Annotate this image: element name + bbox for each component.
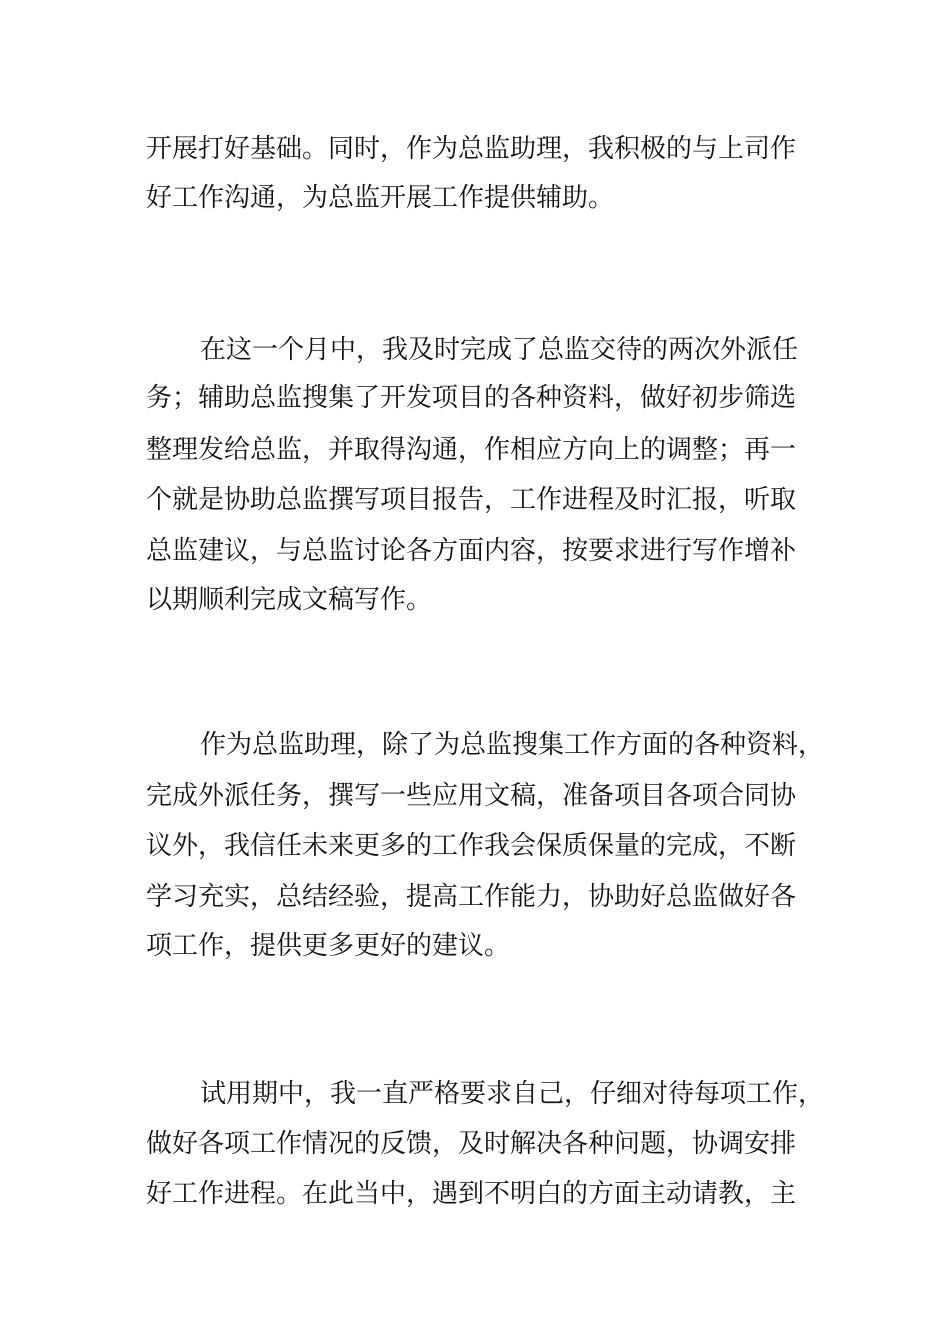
- text-line: 整理发给总监，并取得沟通，作相应方向上的调整；再一: [146, 435, 797, 465]
- text-line: 学习充实，总结经验，提高工作能力，协助好总监做好各: [146, 882, 797, 912]
- text-line: 议外，我信任未来更多的工作我会保质保量的完成，不断: [146, 831, 797, 861]
- text-line: 个就是协助总监撰写项目报告，工作进程及时汇报，听取: [146, 485, 797, 515]
- text-line: 作为总监助理，除了为总监搜集工作方面的各种资料，: [200, 730, 825, 760]
- text-line: 务；辅助总监搜集了开发项目的各种资料，做好初步筛选: [146, 383, 797, 413]
- text-line: 做好各项工作情况的反馈，及时解决各种问题，协调安排: [146, 1129, 797, 1159]
- text-line: 试用期中，我一直严格要求自己，仔细对待每项工作，: [200, 1079, 825, 1109]
- text-line: 好工作进程。在此当中，遇到不明白的方面主动请教，主: [146, 1179, 797, 1209]
- text-line: 完成外派任务，撰写一些应用文稿，准备项目各项合同协: [146, 781, 797, 811]
- text-line: 在这一个月中，我及时完成了总监交待的两次外派任: [200, 335, 799, 365]
- text-line: 总监建议，与总监讨论各方面内容，按要求进行写作增补: [146, 536, 797, 566]
- text-line: 项工作，提供更多更好的建议。: [146, 931, 511, 961]
- text-line: 好工作沟通，为总监开展工作提供辅助。: [146, 183, 615, 213]
- text-line: 以期顺利完成文稿写作。: [146, 585, 433, 615]
- text-line: 开展打好基础。同时，作为总监助理，我积极的与上司作: [146, 134, 797, 164]
